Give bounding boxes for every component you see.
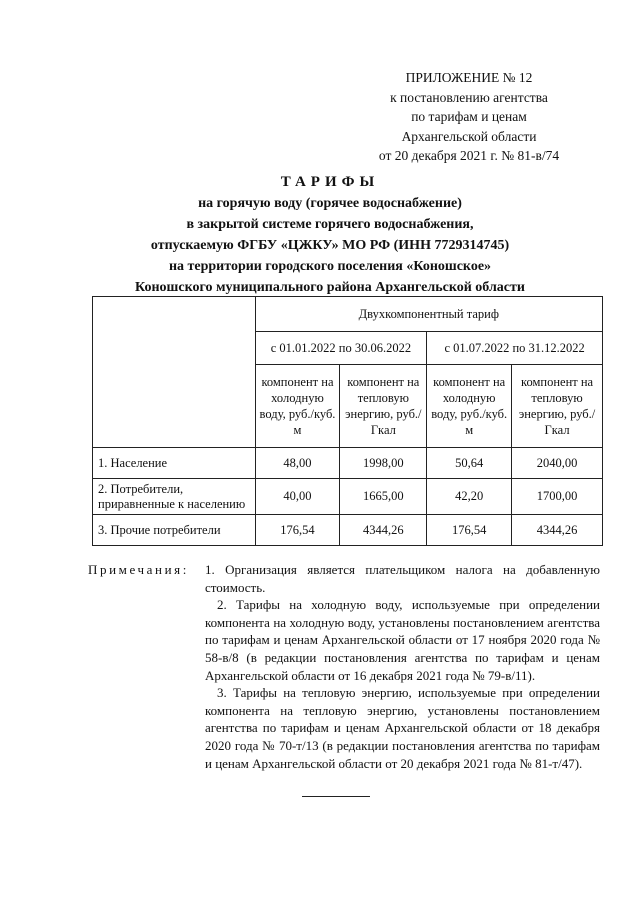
table-row — [93, 515, 603, 546]
title-line: Коношского муниципального района Архангельской области — [135, 280, 525, 295]
group-header: Двухкомпонентный тариф — [255, 297, 602, 332]
appendix-date: от 20 декабря 2021 г. № 81-в/74 — [378, 148, 560, 163]
title-line: на горячую воду (горячее водоснабжение) — [198, 196, 462, 211]
table-cell: 4344,26 — [512, 515, 603, 546]
row-label: 1. Население — [93, 448, 256, 479]
table-row — [93, 479, 603, 515]
column-header: компонент на холодную воду, руб./куб. м — [427, 365, 512, 448]
table-cell: 48,00 — [255, 448, 340, 479]
notes-label: Примечания: — [88, 562, 189, 577]
title-line: в закрытой системе горячего водоснабжения, — [186, 217, 474, 232]
table-cell: 176,54 — [427, 515, 512, 546]
period-header: с 01.01.2022 по 30.06.2022 — [255, 332, 427, 365]
appendix-ref-line: Архангельской области — [401, 128, 537, 144]
table-cell: 42,20 — [427, 479, 512, 515]
column-header: компонент на тепловую энергию, руб./Гкал — [340, 365, 427, 448]
appendix-header — [360, 68, 578, 166]
table-cell: 4344,26 — [340, 515, 427, 546]
title-line: на территории городского поселения «Коношское» — [168, 259, 492, 274]
tariff-table — [92, 296, 603, 546]
row-label: 3. Прочие потребители — [93, 515, 256, 546]
table-cell: 1665,00 — [340, 479, 427, 515]
table-cell: 50,64 — [427, 448, 512, 479]
table-cell: 40,00 — [255, 479, 340, 515]
appendix-ref-line: по тарифам и ценам — [411, 109, 527, 124]
column-header: компонент на холодную воду, руб./куб. м — [255, 365, 340, 448]
appendix-ref-line: к постановлению агентства — [390, 89, 548, 105]
period-header: с 01.07.2022 по 31.12.2022 — [427, 332, 603, 365]
note-item: 2. Тарифы на холодную воду, используемые при определении компонента на холодную воду, установлены постановлением агентства по тарифам и ценам Архангельской области от 17 ноября 2020 года № 58-в/8 (в редакции постановления агентства по тарифам и ценам Архангельской области от 16 декабря 2021 года № 79-в/11). — [205, 597, 600, 683]
closing-line — [302, 796, 370, 797]
empty-corner-cell — [93, 297, 256, 448]
title-main: ТАРИФЫ — [280, 174, 380, 190]
table-cell: 1998,00 — [340, 448, 427, 479]
document-title — [60, 172, 600, 298]
table-cell: 2040,00 — [512, 448, 603, 479]
note-item: 1. Организация является плательщиком налога на добавленную стоимость. — [205, 562, 600, 595]
title-line: отпускаемую ФГБУ «ЦЖКУ» МО РФ (ИНН 7729314745) — [150, 238, 510, 253]
table-cell: 1700,00 — [512, 479, 603, 515]
appendix-number: ПРИЛОЖЕНИЕ № 12 — [405, 70, 533, 85]
table-cell: 176,54 — [255, 515, 340, 546]
row-label: 2. Потребители, приравненные к населению — [93, 479, 256, 515]
notes-list — [205, 561, 600, 772]
table-header-row — [93, 297, 603, 332]
column-header: компонент на тепловую энергию, руб./Гкал — [512, 365, 603, 448]
table-row — [93, 448, 603, 479]
note-item: 3. Тарифы на тепловую энергию, используемые при определении компонента на тепловую энергию, установлены постановлением агентства по тарифам и ценам Архангельской области от 18 декабря 2020 года № 70-т/13 (в редакции постановления агентства по тарифам и ценам Архангельской области от 20 декабря 2021 года № 81-т/47). — [205, 685, 600, 771]
